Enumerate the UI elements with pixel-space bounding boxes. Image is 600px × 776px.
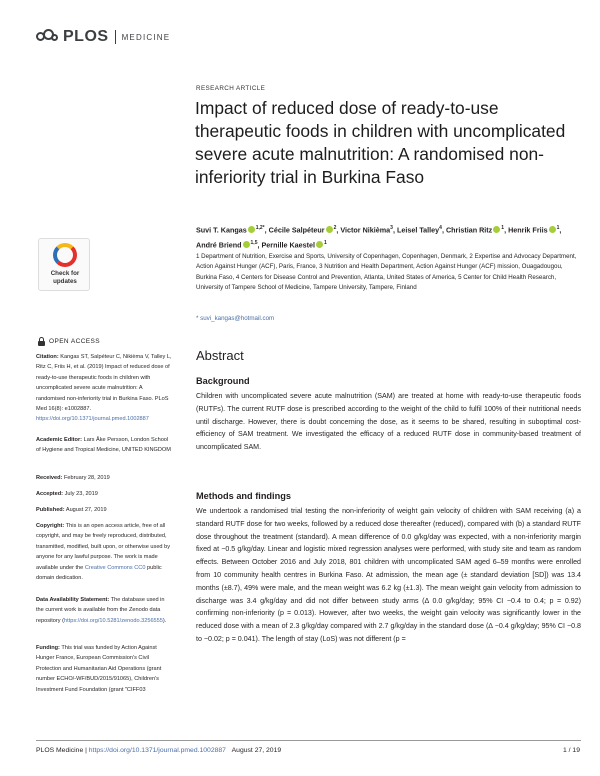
- editor-label: Academic Editor:: [36, 437, 83, 443]
- published-block: [36, 505, 172, 515]
- orcid-icon[interactable]: [549, 226, 556, 233]
- author-affil: 2: [333, 225, 337, 231]
- author-affil: 1,5: [250, 239, 258, 246]
- zenodo-link[interactable]: https://doi.org/10.5281/zenodo.3256555: [63, 617, 163, 624]
- editor-block: [36, 435, 172, 456]
- data-label: Data Availability Statement:: [36, 597, 110, 603]
- citation-block: [36, 352, 172, 425]
- published-label: Published:: [36, 507, 65, 513]
- copyright-block: [36, 521, 172, 583]
- data-text: The database used in the current work is available from the Zenodo data repository (: [36, 597, 165, 624]
- journal-logo[interactable]: [36, 28, 170, 46]
- page-number: 1 / 19: [562, 747, 580, 754]
- author-affil: 1: [501, 225, 505, 231]
- author[interactable]: Pernille Kaestel: [261, 240, 316, 250]
- logo-text: PLOS: [63, 28, 109, 45]
- data-tail: ).: [162, 617, 167, 624]
- citation-label: Citation:: [36, 354, 59, 360]
- open-lock-icon: [38, 337, 45, 346]
- citation-text: Kangas ST, Salpéteur C, Nikièma V, Talley L, Ritz C, Friis H, et al. (2019) Impact of reduced dose of ready-to-use therapeutic foods in children with uncomplicated severe acute malnutrition: A randomised non-inferiority trial in Burkina Faso. PLoS Med 16(8): e1002887.: [36, 354, 172, 413]
- journal-name: MEDICINE: [121, 32, 171, 42]
- data-availability-block: [36, 595, 172, 626]
- crossmark-icon: [53, 243, 77, 267]
- cc0-link[interactable]: Creative Commons CC0: [84, 564, 146, 571]
- funding-label: Funding:: [36, 645, 60, 651]
- footer-date: August 27, 2019: [231, 747, 282, 754]
- author-affil: 3: [390, 225, 393, 231]
- author[interactable]: Henrik Friis: [508, 225, 548, 235]
- background-heading: Background: [196, 376, 250, 386]
- orcid-icon[interactable]: [248, 226, 255, 233]
- background-text: Children with uncomplicated severe acute malnutrition (SAM) are treated at home with ready-to-use therapeutic foods (RUTFs). The current RUTF dose is prescribed according to the weight of the child to fulfil 100% of their nutritional needs until discharge. However, there is doubt concerning the dose, as it seems to be shared, resulting in suboptimal cost-efficiency of SAM treatment. We investigated the efficacy of a reduced RUTF dose in community-based treatment of uncomplicated SAM.: [196, 392, 581, 452]
- received-block: [36, 473, 172, 483]
- received-date: February 28, 2019: [64, 475, 110, 481]
- methods-text: We undertook a randomised trial testing the non-inferiority of weight gain velocity of children with SAM receiving (a) a standard RUTF dose for two weeks, followed by a reduced dose thereafter (reduced), compared with (b) a standard RUTF dose throughout the treatment (standard). A mean difference of 0.0 g/kg/day was expected, with a non-inferiority margin fixed at −0.5 g/kg/day. Linear and logistic mixed regression analyses were performed, with study site and team as random effects. Between October 2016 and July 2018, 801 children with uncomplicated SAM aged 6–59 months were enrolled from 10 community health centres in Burkina Faso. At admission, the mean age (± standard deviation [SD]) was 13.4 months (±8.7), 49% were male, and the mean weight was 6.2 kg (±1.3). The mean weight gain velocity from admission to discharge was 3.4 g/kg/day and did not differ between study arms (Δ 0.0 g/kg/day; 95% CI −0.4 to 0.4; p = 0.92) confirming non-inferiority (p = 0.013). However, after two weeks, the weight gain velocity was significantly lower in the reduced dose with a mean of 2.3 g/kg/day compared with 2.7 g/kg/day in the standard dose (Δ −0.4 g/kg/day; 95% CI −0.8 to −0.02; p = 0.041). The length of stay (LoS) was not different (p =: [196, 507, 581, 643]
- author[interactable]: Cécile Salpéteur: [268, 225, 325, 235]
- funding-text: This trial was funded by Action Against Hunger France, European Commission's Civil Protection and Humanitarian Aid Operations (grant number ECHO/-WF/BUD/2015/91065), Children's Investment Fund Foundation (grant "CIFF03: [36, 645, 162, 693]
- footer-doi-link[interactable]: https://doi.org/10.1371/journal.pmed.1002887: [88, 747, 226, 754]
- footer: PLOS Medicine | https://doi.org/10.1371/journal.pmed.1002887 August 27, 2019: [36, 747, 282, 754]
- copyright-label: Copyright:: [36, 523, 65, 529]
- orcid-icon[interactable]: [243, 241, 250, 248]
- author[interactable]: Christian Ritz: [445, 225, 493, 235]
- author-affil: 1: [556, 225, 560, 231]
- orcid-icon[interactable]: [493, 226, 500, 233]
- footer-journal: PLOS Medicine: [36, 747, 84, 754]
- copyright-tail: public domain dedication.: [36, 564, 162, 582]
- author[interactable]: Victor Nikièma: [340, 225, 391, 235]
- copyright-text: This is an open access article, free of all copyright, and may be freely reproduced, distributed, transmitted, modified, built upon, or otherwise used by anyone for any lawful purpose. The work is made available under the: [36, 523, 171, 571]
- accepted-label: Accepted:: [36, 491, 64, 497]
- plos-logo-icon: [36, 28, 60, 46]
- author-list: Suvi T. Kangas $^{1,2*}$, Cécile Salpéteur $^2$, Victor Nikièma$^3$, Leisel Talley$^4$, Christian Ritz $^1$, Henrik Friis $^1$, André Briend $^{1,5}$, Pernille Kaestel $^1$: [196, 225, 562, 250]
- logo-divider: [115, 30, 116, 44]
- accepted-block: [36, 489, 172, 499]
- editor-text: Lars Åke Persson, London School of Hygiene and Tropical Medicine, UNITED KINGDOM: [36, 437, 171, 454]
- published-date: August 27, 2019: [65, 507, 107, 513]
- affiliations: 1 Department of Nutrition, Exercise and Sports, University of Copenhagen, Copenhagen, Denmark, 2 Expertise and Advocacy Department, Action Against Hunger (ACF), Paris, France, 3 Nutrition and Health Department, Action Against Hunger (ACF) mission, Ouagadougou, Burkina Faso, 4 Centers for Disease Control and Prevention, Atlanta, United States of America, 5 Center for Child Health Research, University of Tampere School of Medicine, Tampere University, Tampere, Finland: [196, 253, 577, 292]
- accepted-date: July 23, 2019: [64, 491, 98, 497]
- author[interactable]: Suvi T. Kangas: [196, 225, 247, 235]
- footer-rule: [36, 740, 581, 741]
- article-type: RESEARCH ARTICLE: [196, 85, 266, 92]
- abstract-heading: Abstract: [196, 348, 244, 363]
- funding-block: [36, 643, 172, 695]
- author[interactable]: André Briend: [196, 240, 242, 250]
- open-access-text: OPEN ACCESS: [49, 338, 100, 345]
- corresponding-email[interactable]: * suvi_kangas@hotmail.com: [196, 315, 275, 322]
- methods-heading: Methods and findings: [196, 491, 291, 501]
- orcid-icon[interactable]: [326, 226, 333, 233]
- orcid-icon[interactable]: [316, 241, 323, 248]
- author-affil: 4: [439, 225, 442, 231]
- badge-line1: Check for: [50, 270, 80, 277]
- received-label: Received:: [36, 475, 63, 481]
- badge-line2: updates: [53, 277, 77, 285]
- author-affil: 1: [324, 239, 327, 246]
- article-title: Impact of reduced dose of ready-to-use therapeutic foods in children with uncomplicated severe acute malnutrition: A randomised non-inferiority trial in Burkina Faso: [195, 98, 566, 187]
- citation-doi-link[interactable]: https://doi.org/10.1371/journal.pmed.1002887: [36, 416, 149, 423]
- open-access-label: [38, 337, 100, 346]
- author[interactable]: Leisel Talley: [396, 225, 440, 235]
- author-affil: 1,2*: [255, 225, 265, 231]
- check-for-updates-badge[interactable]: [38, 238, 90, 291]
